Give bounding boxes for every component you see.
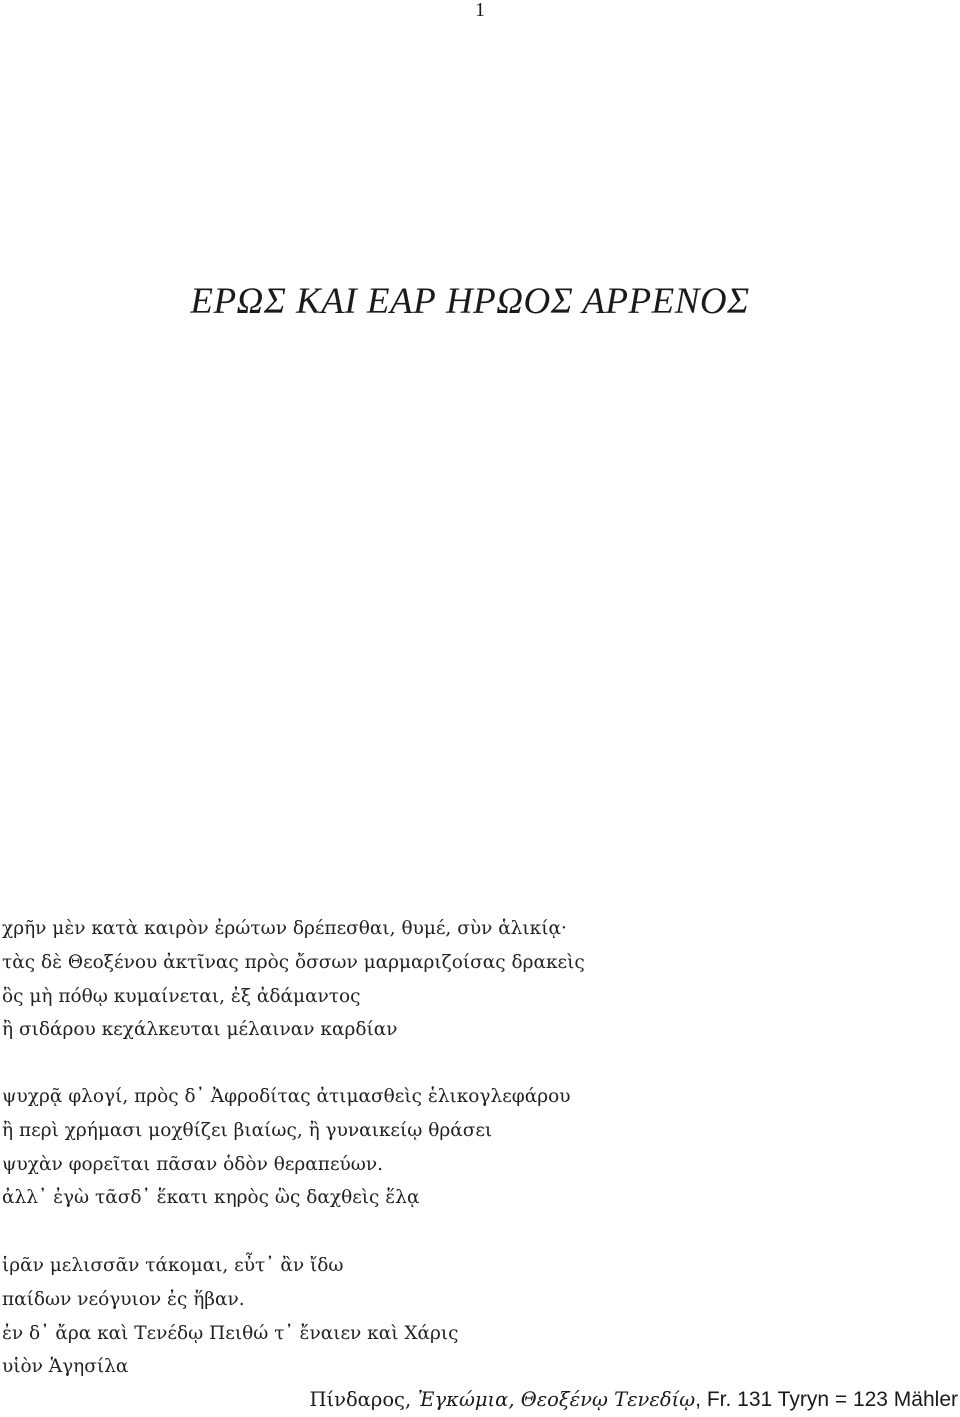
verse-line: ἱρᾶν μελισσᾶν τάκομαι, εὖτ᾽ ἂν ἴδω	[2, 1255, 344, 1276]
verse-line: ψυχρᾷ φλογί, πρὸς δ᾽ Ἀφροδίτας ἀτιμασθεὶς ἑλικογλεφάρου	[2, 1086, 571, 1107]
verse-line: χρῆν μὲν κατὰ καιρὸν ἐρώτων δρέπεσθαι, θυμέ, σὺν ἁλικίᾳ·	[2, 918, 567, 939]
page-number: 1	[475, 0, 485, 21]
verse-line: παίδων νεόγυιον ἐς ἥβαν.	[2, 1288, 245, 1310]
verse-line: ὃς μὴ πόθῳ κυμαίνεται, ἐξ ἀδάμαντος	[2, 985, 361, 1007]
stanza-1	[2, 912, 585, 1047]
citation-reference: , Fr. 131 Tyryn = 123 Mähler	[695, 1388, 958, 1411]
stanza-3	[2, 1249, 459, 1384]
verse-line: τὰς δὲ Θεοξένου ἀκτῖνας πρὸς ὄσσων μαρμαριζοίσας δρακεὶς	[2, 951, 585, 973]
citation-work: Ἐγκώμια, Θεοξένῳ Τενεδίῳ	[417, 1388, 696, 1411]
verse-line: ψυχὰν φορεῖται πᾶσαν ὁδὸν θεραπεύων.	[2, 1153, 383, 1175]
source-citation	[309, 1384, 958, 1415]
citation-author: Πίνδαρος,	[309, 1388, 412, 1411]
poem-title: ΕΡΩΣ ΚΑΙ ΕΑΡ ΗΡΩΟΣ ΑΡΡΕΝΟΣ	[190, 281, 750, 322]
verse-line: ἢ σιδάρου κεχάλκευται μέλαιναν καρδίαν	[2, 1019, 398, 1041]
verse-line: ἢ περὶ χρήμασι μοχθίζει βιαίως, ἢ γυναικείῳ θράσει	[2, 1119, 493, 1141]
verse-line: ἐν δ᾽ ἄρα καὶ Τενέδῳ Πειθώ τ᾽ ἔναιεν καὶ Χάρις	[2, 1322, 459, 1344]
verse-line: ἀλλ᾽ ἐγὼ τᾶσδ᾽ ἕκατι κηρὸς ὣς δαχθεὶς ἕλᾳ	[2, 1187, 420, 1209]
verse-line: υἱὸν Ἁγησίλα	[2, 1356, 129, 1378]
stanza-2	[2, 1080, 571, 1215]
